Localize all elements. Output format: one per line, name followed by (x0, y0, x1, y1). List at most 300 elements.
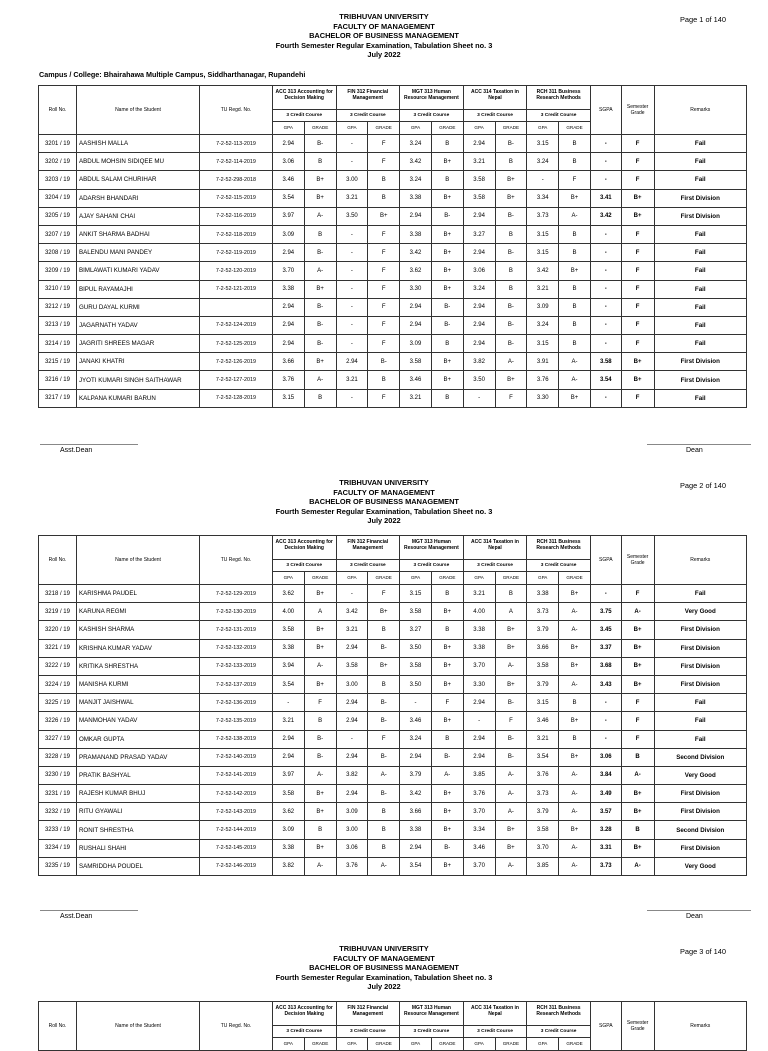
sgpa-cell: - (590, 585, 621, 603)
col-semester-grade-header: Semester Grade (621, 86, 654, 135)
sgpa-cell: - (590, 280, 621, 298)
acc313-gpa-cell: 2.94 (272, 730, 304, 748)
acc314-grade-cell: A (495, 603, 527, 621)
acc313-gpa-cell: 3.58 (272, 785, 304, 803)
acc313-grade-cell: B+ (304, 803, 336, 821)
col-remarks-header: Remarks (654, 86, 746, 135)
acc314-grade-cell: B- (495, 135, 527, 153)
student-name-cell: KARISHMA PAUDEL (76, 585, 199, 603)
acc313-gpa-cell: 3.15 (272, 389, 304, 407)
semester-grade-cell: F (621, 280, 654, 298)
mgt313-gpa-cell: 3.24 (400, 171, 432, 189)
mgt313-gpa-cell: 2.94 (400, 748, 432, 766)
fin312-gpa-cell: 3.06 (336, 839, 368, 857)
acc314-gpa-cell: 3.85 (463, 766, 495, 784)
fin312-grade-cell: A- (368, 857, 400, 875)
tu-regd-no-cell: 7-2-52-141-2019 (200, 766, 273, 784)
acc314-grade-cell: F (495, 389, 527, 407)
student-name-cell: KRITIKA SHRESTHA (76, 657, 199, 675)
student-name-cell: ABDUL MOHSIN SIDIQEE MU (76, 153, 199, 171)
acc314-gpa-cell: 3.38 (463, 621, 495, 639)
rch311-gpa-cell: - (527, 171, 559, 189)
table-row (39, 225, 747, 243)
sgpa-cell: 3.43 (590, 675, 621, 693)
semester-grade-cell: B+ (621, 639, 654, 657)
mgt313-grade-cell: B- (431, 748, 463, 766)
acc314-grade-cell: B+ (495, 171, 527, 189)
student-name-cell: KALPANA KUMARI BARUN (76, 389, 199, 407)
rch311-grade-cell: B (559, 694, 591, 712)
tu-regd-no-cell: 7-2-52-140-2019 (200, 748, 273, 766)
acc314-grade-cell: B (495, 262, 527, 280)
rch311-grade-cell: A- (559, 803, 591, 821)
fin312-gpa-cell: - (336, 316, 368, 334)
student-name-cell: OMKAR GUPTA (76, 730, 199, 748)
remarks-cell: Fail (654, 153, 746, 171)
semester-grade-cell: F (621, 389, 654, 407)
acc314-grade-cell: B+ (495, 839, 527, 857)
mgt313-grade-cell: B+ (431, 225, 463, 243)
rch311-grade-cell: B (559, 225, 591, 243)
course-header: MGT 313 Human Resource Management (400, 536, 464, 560)
rch311-gpa-cell: 3.46 (527, 712, 559, 730)
campus-line: Campus / College: Bhairahawa Multiple Campus, Siddharthanagar, Rupandehi (39, 70, 306, 79)
mgt313-grade-cell: B+ (431, 675, 463, 693)
gpa-subheader: GPA (527, 1038, 559, 1051)
rch311-grade-cell: B (559, 335, 591, 353)
semester-grade-cell: F (621, 712, 654, 730)
acc314-gpa-cell: 3.58 (463, 171, 495, 189)
tu-regd-no-cell: 7-2-52-298-2018 (200, 171, 273, 189)
fin312-grade-cell: B+ (368, 207, 400, 225)
asst-dean-signature-line (40, 444, 138, 445)
sgpa-cell: - (590, 244, 621, 262)
rch311-grade-cell: F (559, 171, 591, 189)
fin312-gpa-cell: 3.00 (336, 821, 368, 839)
mgt313-gpa-cell: 3.30 (400, 280, 432, 298)
mgt313-gpa-cell: 3.42 (400, 785, 432, 803)
table-row (39, 748, 747, 766)
acc314-grade-cell: B- (495, 748, 527, 766)
student-name-cell: JAGARNATH YADAV (76, 316, 199, 334)
fin312-grade-cell: B- (368, 748, 400, 766)
sgpa-cell: - (590, 389, 621, 407)
student-name-cell: ABDUL SALAM CHURIHAR (76, 171, 199, 189)
mgt313-grade-cell: B (431, 585, 463, 603)
mgt313-grade-cell: B+ (431, 639, 463, 657)
rch311-gpa-cell: 3.79 (527, 675, 559, 693)
tu-regd-no-cell: 7-2-52-145-2019 (200, 839, 273, 857)
roll-no-cell: 3207 / 19 (39, 225, 77, 243)
acc313-grade-cell: B+ (304, 585, 336, 603)
tu-regd-no-cell: 7-2-52-130-2019 (200, 603, 273, 621)
student-name-cell: PRATIK BASHYAL (76, 766, 199, 784)
sgpa-cell: 3.42 (590, 207, 621, 225)
header-faculty: FACULTY OF MANAGEMENT (333, 487, 435, 497)
fin312-gpa-cell: - (336, 585, 368, 603)
acc313-grade-cell: B- (304, 244, 336, 262)
rch311-grade-cell: A- (559, 839, 591, 857)
remarks-cell: First Division (654, 785, 746, 803)
acc313-gpa-cell: 2.94 (272, 748, 304, 766)
tu-regd-no-cell: 7-2-52-115-2019 (200, 189, 273, 207)
acc313-gpa-cell: 3.21 (272, 712, 304, 730)
tu-regd-no-cell: 7-2-52-137-2019 (200, 675, 273, 693)
acc314-grade-cell: A- (495, 657, 527, 675)
roll-no-cell: 3212 / 19 (39, 298, 77, 316)
roll-no-cell: 3225 / 19 (39, 694, 77, 712)
roll-no-cell: 3226 / 19 (39, 712, 77, 730)
grade-subheader: GRADE (304, 122, 336, 135)
roll-no-cell: 3231 / 19 (39, 785, 77, 803)
acc314-grade-cell: B+ (495, 189, 527, 207)
mgt313-grade-cell: B+ (431, 657, 463, 675)
mgt313-grade-cell: B+ (431, 712, 463, 730)
remarks-cell: Fail (654, 171, 746, 189)
col-name-header: Name of the Student (76, 536, 199, 585)
fin312-gpa-cell: 3.50 (336, 207, 368, 225)
acc314-gpa-cell: 3.70 (463, 857, 495, 875)
sgpa-cell: 3.54 (590, 371, 621, 389)
acc314-gpa-cell: 3.70 (463, 803, 495, 821)
mgt313-gpa-cell: 3.24 (400, 135, 432, 153)
rch311-grade-cell: B+ (559, 748, 591, 766)
table-row (39, 603, 747, 621)
fin312-gpa-cell: 3.21 (336, 189, 368, 207)
acc313-gpa-cell: 2.94 (272, 316, 304, 334)
tu-regd-no-cell: 7-2-52-128-2019 (200, 389, 273, 407)
header-university: TRIBHUVAN UNIVERSITY (339, 478, 429, 487)
semester-grade-cell: B (621, 748, 654, 766)
sgpa-cell: - (590, 298, 621, 316)
acc313-grade-cell: B+ (304, 189, 336, 207)
acc314-grade-cell: A- (495, 803, 527, 821)
acc313-grade-cell: B+ (304, 353, 336, 371)
fin312-gpa-cell: 3.58 (336, 657, 368, 675)
tu-regd-no-cell: 7-2-52-127-2019 (200, 371, 273, 389)
table-row (39, 639, 747, 657)
acc314-grade-cell: B- (495, 335, 527, 353)
table-row (39, 785, 747, 803)
roll-no-cell: 3222 / 19 (39, 657, 77, 675)
mgt313-gpa-cell: 3.24 (400, 730, 432, 748)
mgt313-gpa-cell: 3.66 (400, 803, 432, 821)
credit-course-label: 3 Credit Course (400, 110, 464, 122)
student-name-cell: JANAKI KHATRI (76, 353, 199, 371)
course-header: RCH 311 Business Research Methods (527, 536, 591, 560)
fin312-gpa-cell: - (336, 280, 368, 298)
fin312-gpa-cell: 3.21 (336, 371, 368, 389)
tabulation-table (38, 535, 747, 876)
rch311-grade-cell: B+ (559, 639, 591, 657)
rch311-gpa-cell: 3.70 (527, 839, 559, 857)
mgt313-gpa-cell: 3.42 (400, 244, 432, 262)
student-name-cell: BALENDU MANI PANDEY (76, 244, 199, 262)
dean-signature-line (647, 910, 751, 911)
rch311-grade-cell: B+ (559, 389, 591, 407)
student-name-cell: MANJIT JAISHWAL (76, 694, 199, 712)
fin312-grade-cell: F (368, 585, 400, 603)
semester-grade-cell: F (621, 694, 654, 712)
grade-subheader: GRADE (368, 572, 400, 585)
mgt313-gpa-cell: 3.15 (400, 585, 432, 603)
table-row (39, 371, 747, 389)
sgpa-cell: 3.41 (590, 189, 621, 207)
fin312-grade-cell: F (368, 135, 400, 153)
acc314-grade-cell: A- (495, 353, 527, 371)
acc314-grade-cell: A- (495, 857, 527, 875)
rch311-grade-cell: B (559, 244, 591, 262)
acc314-gpa-cell: 3.46 (463, 839, 495, 857)
acc313-grade-cell: A- (304, 657, 336, 675)
acc313-gpa-cell: 4.00 (272, 603, 304, 621)
fin312-grade-cell: B (368, 371, 400, 389)
grade-subheader: GRADE (368, 1038, 400, 1051)
roll-no-cell: 3203 / 19 (39, 171, 77, 189)
grade-subheader: GRADE (368, 122, 400, 135)
acc313-grade-cell: B+ (304, 675, 336, 693)
fin312-gpa-cell: 3.76 (336, 857, 368, 875)
mgt313-grade-cell: B (431, 335, 463, 353)
student-name-cell: KASHISH SHARMA (76, 621, 199, 639)
remarks-cell: Fail (654, 335, 746, 353)
mgt313-grade-cell: B- (431, 316, 463, 334)
semester-grade-cell: B (621, 821, 654, 839)
acc314-grade-cell: B- (495, 298, 527, 316)
col-semester-grade-header: Semester Grade (621, 1002, 654, 1051)
acc314-gpa-cell: 3.70 (463, 657, 495, 675)
acc314-grade-cell: B- (495, 207, 527, 225)
acc313-grade-cell: B- (304, 298, 336, 316)
gpa-subheader: GPA (272, 572, 304, 585)
mgt313-grade-cell: B+ (431, 153, 463, 171)
header-exam: Fourth Semester Regular Examination, Tabulation Sheet no. 3 (275, 40, 493, 50)
acc314-gpa-cell: 3.50 (463, 371, 495, 389)
grade-subheader: GRADE (559, 572, 591, 585)
grade-subheader: GRADE (304, 572, 336, 585)
gpa-subheader: GPA (336, 122, 368, 135)
fin312-grade-cell: F (368, 262, 400, 280)
remarks-cell: First Division (654, 639, 746, 657)
fin312-grade-cell: B- (368, 785, 400, 803)
col-roll-header: Roll No. (39, 536, 77, 585)
sgpa-cell: - (590, 135, 621, 153)
fin312-gpa-cell: 3.82 (336, 766, 368, 784)
rch311-gpa-cell: 3.73 (527, 785, 559, 803)
gpa-subheader: GPA (463, 122, 495, 135)
acc314-grade-cell: A- (495, 766, 527, 784)
credit-course-label: 3 Credit Course (400, 1026, 464, 1038)
course-header: MGT 313 Human Resource Management (400, 1002, 464, 1026)
rch311-gpa-cell: 3.42 (527, 262, 559, 280)
sgpa-cell: 3.68 (590, 657, 621, 675)
credit-course-label: 3 Credit Course (527, 1026, 591, 1038)
roll-no-cell: 3232 / 19 (39, 803, 77, 821)
acc313-grade-cell: B- (304, 748, 336, 766)
remarks-cell: First Division (654, 839, 746, 857)
rch311-grade-cell: B (559, 280, 591, 298)
student-name-cell: MANISHA KURMI (76, 675, 199, 693)
rch311-grade-cell: A- (559, 371, 591, 389)
table-row (39, 730, 747, 748)
tu-regd-no-cell: 7-2-52-143-2019 (200, 803, 273, 821)
student-name-cell: RUSHALI SHAHI (76, 839, 199, 857)
acc314-gpa-cell: 2.94 (463, 335, 495, 353)
fin312-gpa-cell: - (336, 730, 368, 748)
sgpa-cell: - (590, 316, 621, 334)
mgt313-gpa-cell: 3.09 (400, 335, 432, 353)
course-header: FIN 312 Financial Management (336, 1002, 400, 1026)
acc313-gpa-cell: 3.62 (272, 585, 304, 603)
col-roll-header: Roll No. (39, 1002, 77, 1051)
mgt313-grade-cell: B+ (431, 371, 463, 389)
fin312-grade-cell: B (368, 621, 400, 639)
credit-course-label: 3 Credit Course (272, 560, 336, 572)
rch311-gpa-cell: 3.58 (527, 657, 559, 675)
student-name-cell: RONIT SHRESTHA (76, 821, 199, 839)
tu-regd-no-cell: 7-2-52-116-2019 (200, 207, 273, 225)
acc313-grade-cell: B- (304, 335, 336, 353)
acc314-grade-cell: B- (495, 694, 527, 712)
dean-label: Dean (686, 447, 703, 454)
rch311-grade-cell: B (559, 153, 591, 171)
rch311-grade-cell: A- (559, 857, 591, 875)
semester-grade-cell: F (621, 244, 654, 262)
credit-course-label: 3 Credit Course (272, 1026, 336, 1038)
mgt313-gpa-cell: 3.46 (400, 712, 432, 730)
mgt313-grade-cell: B- (431, 298, 463, 316)
acc313-gpa-cell: 2.94 (272, 135, 304, 153)
semester-grade-cell: F (621, 335, 654, 353)
roll-no-cell: 3220 / 19 (39, 621, 77, 639)
acc314-gpa-cell: 3.82 (463, 353, 495, 371)
mgt313-grade-cell: F (431, 694, 463, 712)
fin312-gpa-cell: 3.00 (336, 675, 368, 693)
mgt313-grade-cell: B+ (431, 785, 463, 803)
course-header: FIN 312 Financial Management (336, 86, 400, 110)
acc313-grade-cell: F (304, 694, 336, 712)
rch311-gpa-cell: 3.15 (527, 225, 559, 243)
table-row (39, 280, 747, 298)
rch311-gpa-cell: 3.54 (527, 748, 559, 766)
tabulation-table (38, 1001, 747, 1051)
acc314-grade-cell: B- (495, 316, 527, 334)
student-name-cell: JYOTI KUMARI SINGH SAITHAWAR (76, 371, 199, 389)
student-name-cell: MANMOHAN YADAV (76, 712, 199, 730)
roll-no-cell: 3205 / 19 (39, 207, 77, 225)
acc314-gpa-cell: 3.58 (463, 189, 495, 207)
table-row (39, 839, 747, 857)
tu-regd-no-cell: 7-2-52-114-2019 (200, 153, 273, 171)
mgt313-grade-cell: B+ (431, 189, 463, 207)
gpa-subheader: GPA (527, 572, 559, 585)
tu-regd-no-cell: 7-2-52-125-2019 (200, 335, 273, 353)
mgt313-gpa-cell: 3.62 (400, 262, 432, 280)
fin312-gpa-cell: 2.94 (336, 748, 368, 766)
table-row (39, 585, 747, 603)
fin312-gpa-cell: 3.42 (336, 603, 368, 621)
semester-grade-cell: B+ (621, 353, 654, 371)
rch311-gpa-cell: 3.58 (527, 821, 559, 839)
tu-regd-no-cell: 7-2-52-118-2019 (200, 225, 273, 243)
rch311-gpa-cell: 3.91 (527, 353, 559, 371)
acc313-gpa-cell: 3.54 (272, 675, 304, 693)
roll-no-cell: 3219 / 19 (39, 603, 77, 621)
acc313-grade-cell: B (304, 712, 336, 730)
acc313-gpa-cell: 3.58 (272, 621, 304, 639)
course-header: ACC 313 Accounting for Decision Making (272, 536, 336, 560)
student-name-cell: RITU GYAWALI (76, 803, 199, 821)
mgt313-gpa-cell: 3.54 (400, 857, 432, 875)
credit-course-label: 3 Credit Course (463, 110, 527, 122)
course-header: RCH 311 Business Research Methods (527, 86, 591, 110)
course-header: ACC 314 Taxation in Nepal (463, 86, 527, 110)
table-row (39, 171, 747, 189)
student-name-cell: BIMLAWATI KUMARI YADAV (76, 262, 199, 280)
mgt313-grade-cell: B+ (431, 857, 463, 875)
acc313-grade-cell: B (304, 389, 336, 407)
semester-grade-cell: F (621, 316, 654, 334)
acc313-grade-cell: A- (304, 766, 336, 784)
table-row (39, 821, 747, 839)
sgpa-cell: 3.06 (590, 748, 621, 766)
fin312-gpa-cell: - (336, 335, 368, 353)
remarks-cell: Second Division (654, 821, 746, 839)
gpa-subheader: GPA (463, 572, 495, 585)
rch311-grade-cell: B+ (559, 712, 591, 730)
roll-no-cell: 3202 / 19 (39, 153, 77, 171)
table-row (39, 694, 747, 712)
semester-grade-cell: B+ (621, 839, 654, 857)
tabulation-table (38, 85, 747, 408)
student-name-cell: BIPUL RAYAMAJHI (76, 280, 199, 298)
acc313-grade-cell: B+ (304, 639, 336, 657)
sgpa-cell: - (590, 712, 621, 730)
rch311-gpa-cell: 3.73 (527, 603, 559, 621)
fin312-grade-cell: B (368, 821, 400, 839)
mgt313-gpa-cell: 2.94 (400, 298, 432, 316)
course-header: RCH 311 Business Research Methods (527, 1002, 591, 1026)
tu-regd-no-cell: 7-2-52-121-2019 (200, 280, 273, 298)
grade-subheader: GRADE (304, 1038, 336, 1051)
sgpa-cell: - (590, 262, 621, 280)
roll-no-cell: 3221 / 19 (39, 639, 77, 657)
roll-no-cell: 3233 / 19 (39, 821, 77, 839)
fin312-gpa-cell: - (336, 153, 368, 171)
rch311-grade-cell: B+ (559, 585, 591, 603)
fin312-grade-cell: B (368, 839, 400, 857)
acc313-gpa-cell: 3.62 (272, 803, 304, 821)
mgt313-grade-cell: B+ (431, 280, 463, 298)
student-name-cell: KARUNA REGMI (76, 603, 199, 621)
acc314-grade-cell: B (495, 280, 527, 298)
course-header: ACC 313 Accounting for Decision Making (272, 1002, 336, 1026)
acc313-gpa-cell: 3.94 (272, 657, 304, 675)
remarks-cell: First Division (654, 371, 746, 389)
mgt313-grade-cell: B (431, 135, 463, 153)
tu-regd-no-cell: 7-2-52-124-2019 (200, 316, 273, 334)
page-number: Page 2 of 140 (679, 481, 726, 490)
rch311-gpa-cell: 3.15 (527, 135, 559, 153)
fin312-grade-cell: B- (368, 694, 400, 712)
mgt313-gpa-cell: 3.42 (400, 153, 432, 171)
acc313-grade-cell: B- (304, 316, 336, 334)
fin312-grade-cell: B- (368, 712, 400, 730)
header-university: TRIBHUVAN UNIVERSITY (339, 944, 429, 953)
table-row (39, 803, 747, 821)
semester-grade-cell: F (621, 585, 654, 603)
roll-no-cell: 3213 / 19 (39, 316, 77, 334)
